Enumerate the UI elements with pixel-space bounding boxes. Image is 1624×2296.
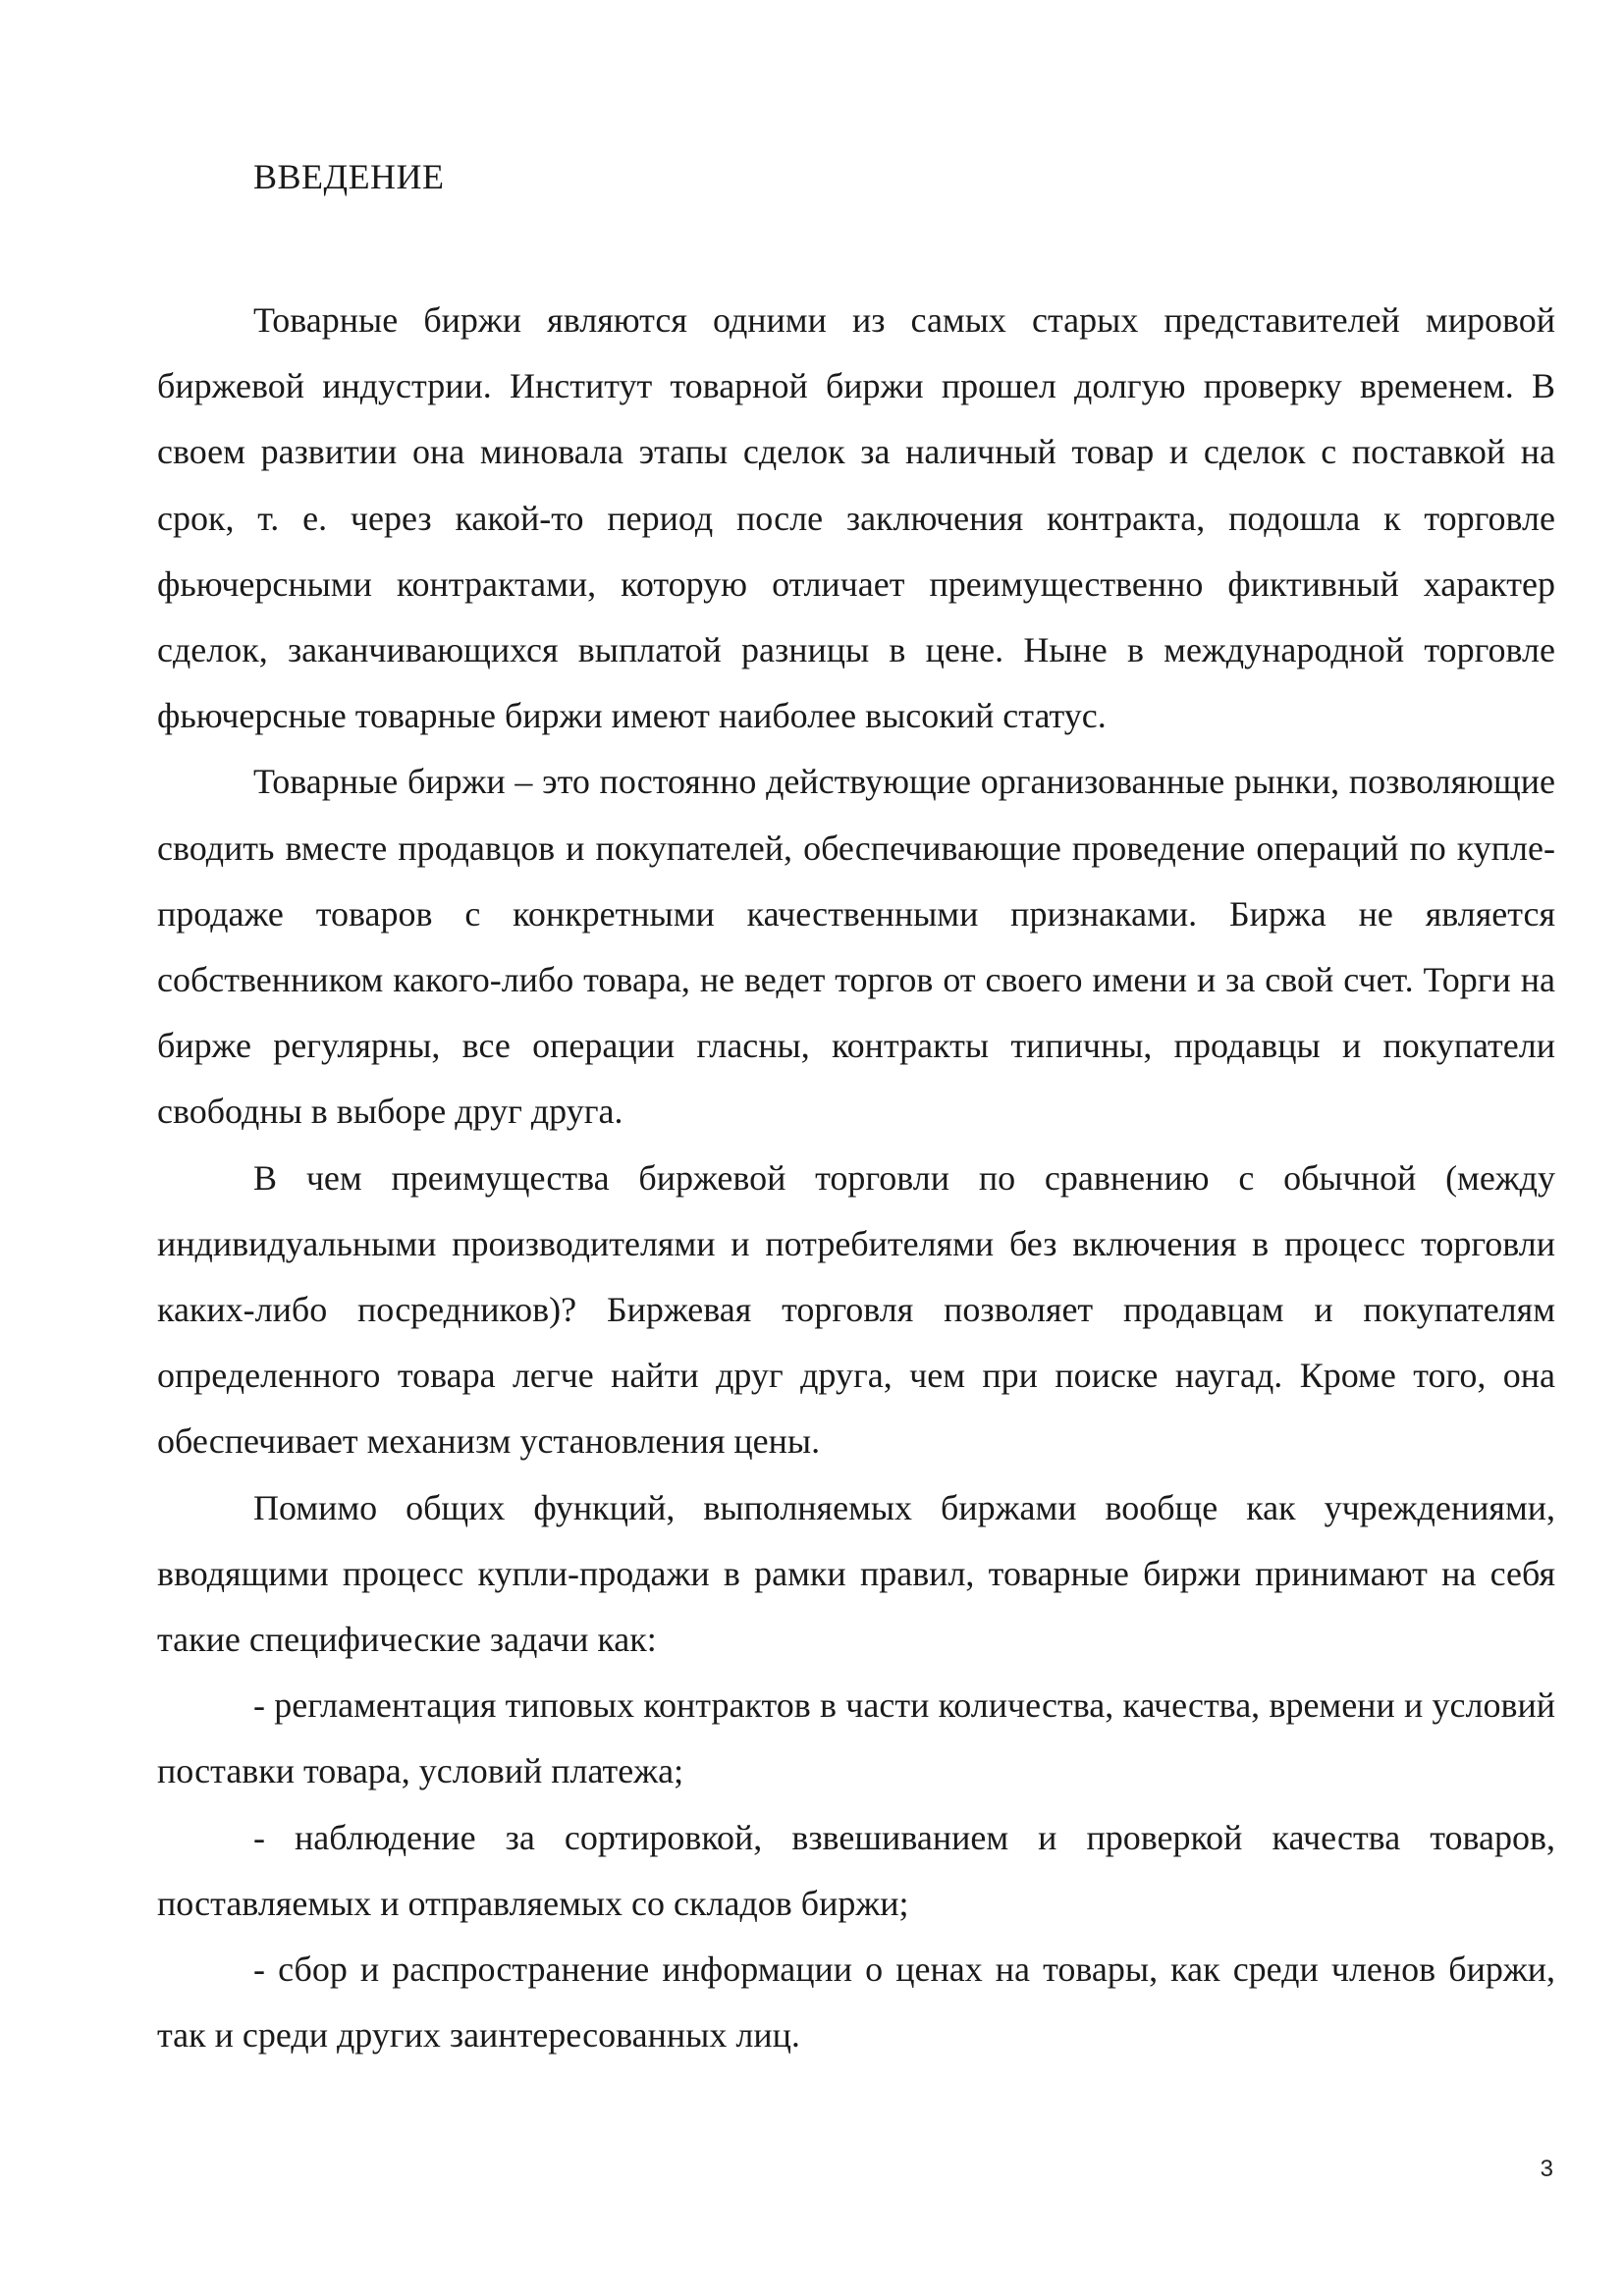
- body-text: [157, 288, 1555, 2068]
- list-item: - регламентация типовых контрактов в части количества, качества, времени и условий поставки товара, условий платежа;: [157, 1685, 1555, 1791]
- list-item: - сбор и распространение информации о ценах на товары, как среди членов биржи, так и среди других заинтересованных лиц.: [157, 1949, 1555, 2056]
- section-heading: ВВЕДЕНИЕ: [253, 157, 445, 196]
- paragraph: В чем преимущества биржевой торговли по сравнению с обычной (между индивидуальными производителями и потребителями без включения в процесс торговли каких-либо посредников)? Биржевая торговля позволяет продавцам и покупателям определенного товара легче найти друг друга, чем при поиске наугад. Кроме того, она обеспечивает механизм установления цены.: [157, 1157, 1555, 1462]
- paragraph: Товарные биржи являются одними из самых старых представителей мировой биржевой индустрии. Институт товарной биржи прошел долгую проверку временем. В своем развитии она миновала этапы сделок за наличный товар и сделок с поставкой на срок, т. е. через какой-то период после заключения контракта, подошла к торговле фьючерсными контрактами, которую отличает преимущественно фиктивный характер сделок, заканчивающихся выплатой разницы в цене. Ныне в международной торговле фьючерсные товарные биржи имеют наиболее высокий статус.: [157, 300, 1555, 736]
- page-number: 3: [1540, 2156, 1553, 2182]
- paragraph: Товарные биржи – это постоянно действующие организованные рынки, позволяющие сводить вместе продавцов и покупателей, обеспечивающие проведение операций по купле-продаже товаров с конкретными качественными признаками. Биржа не является собственником какого-либо товара, не ведет торгов от своего имени и за свой счет. Торги на бирже регулярны, все операции гласны, контракты типичны, продавцы и покупатели свободны в выборе друг друга.: [157, 762, 1555, 1132]
- paragraph: Помимо общих функций, выполняемых биржами вообще как учреждениями, вводящими процесс купли-продажи в рамки правил, товарные биржи принимают на себя такие специфические задачи как:: [157, 1487, 1555, 1660]
- list-item: - наблюдение за сортировкой, взвешиванием и проверкой качества товаров, поставляемых и отправляемых со складов биржи;: [157, 1817, 1555, 1923]
